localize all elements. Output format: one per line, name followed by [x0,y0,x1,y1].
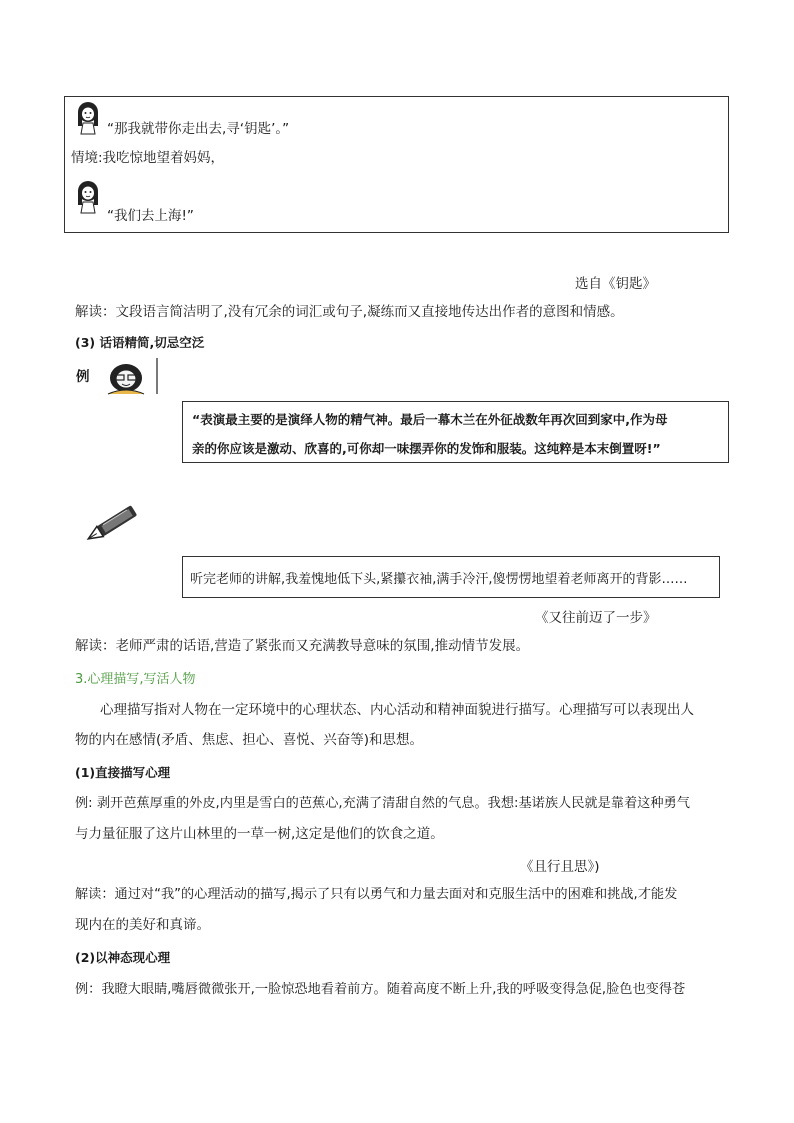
subsection-heading: (1)直接描写心理 [75,765,171,780]
pen-icon [80,500,144,548]
interpretation-text: 解读：文段语言简洁明了,没有冗余的词汇或句子,凝练而又直接地传达出作者的意图和情感。 [75,304,624,320]
quote-line-1: “表演最主要的是演绎人物的精气神。最后一幕木兰在外征战数年再次回到家中,作为母 [192,412,668,427]
subsection-heading: (2)以神态现心理 [75,950,171,965]
section-title: 3.心理描写,写活人物 [75,672,196,687]
paragraph-line: 物的内在感情(矛盾、焦虑、担心、喜悦、兴奋等)和思想。 [75,732,424,748]
interpretation-text: 解读：通过对“我”的心理活动的描写,揭示了只有以勇气和力量去面对和克服生活中的困难和挑战,才能发 [75,887,678,902]
paragraph-line: 心理描写指对人物在一定环境中的心理状态、内心活动和精神面貌进行描写。心理描写可以表现出人 [100,702,694,718]
dialogue-line-2: 情境:我吃惊地望着妈妈， [71,150,225,166]
dialogue-box [64,96,729,233]
section-heading: (3) 话语精简,切忌空泛 [75,335,205,350]
example-line: 例: 剥开芭蕉厚重的外皮,内里是雪白的芭蕉心,充满了清甜自然的气息。我想:基诺族人民就是靠着这种勇气 [75,796,690,811]
writing-line-1: 听完老师的讲解,我羞愧地低下头,紧攥衣袖,满手冷汗,傻愣愣地望着老师离开的背影…… [190,572,688,587]
example-line: 与力量征服了这片山林里的一草一树,这定是他们的饮食之道。 [75,826,444,842]
girl-avatar-icon [75,180,101,214]
girl-avatar-icon [75,101,101,135]
example-label: 例 [76,369,90,385]
interpretation-text: 解读：老师严肃的话语,营造了紧张而又充满教导意味的氛围,推动情节发展。 [75,638,530,654]
interpretation-text: 现内在的美好和真谛。 [75,917,210,933]
dialogue-line-3: “我们去上海!” [107,208,194,224]
teacher-icon [104,356,160,396]
quote-line-2: 亲的你应该是激动、欣喜的,可你却一味摆弄你的发饰和服装。这纯粹是本末倒置呀!” [192,441,661,456]
quote-box [182,401,729,463]
source-citation: 《又往前迈了一步》 [535,610,657,626]
source-citation: 选自《钥匙》 [575,276,656,292]
writing-box [182,556,720,598]
example-line: 例：我瞪大眼睛,嘴唇微微张开,一脸惊恐地看着前方。随着高度不断上升,我的呼吸变得急促,脸色也变得苍 [75,982,686,997]
source-citation: 《且行且思》) [520,859,600,875]
dialogue-line-1: “那我就带你走出去,寻‘钥匙’。” [107,121,290,137]
